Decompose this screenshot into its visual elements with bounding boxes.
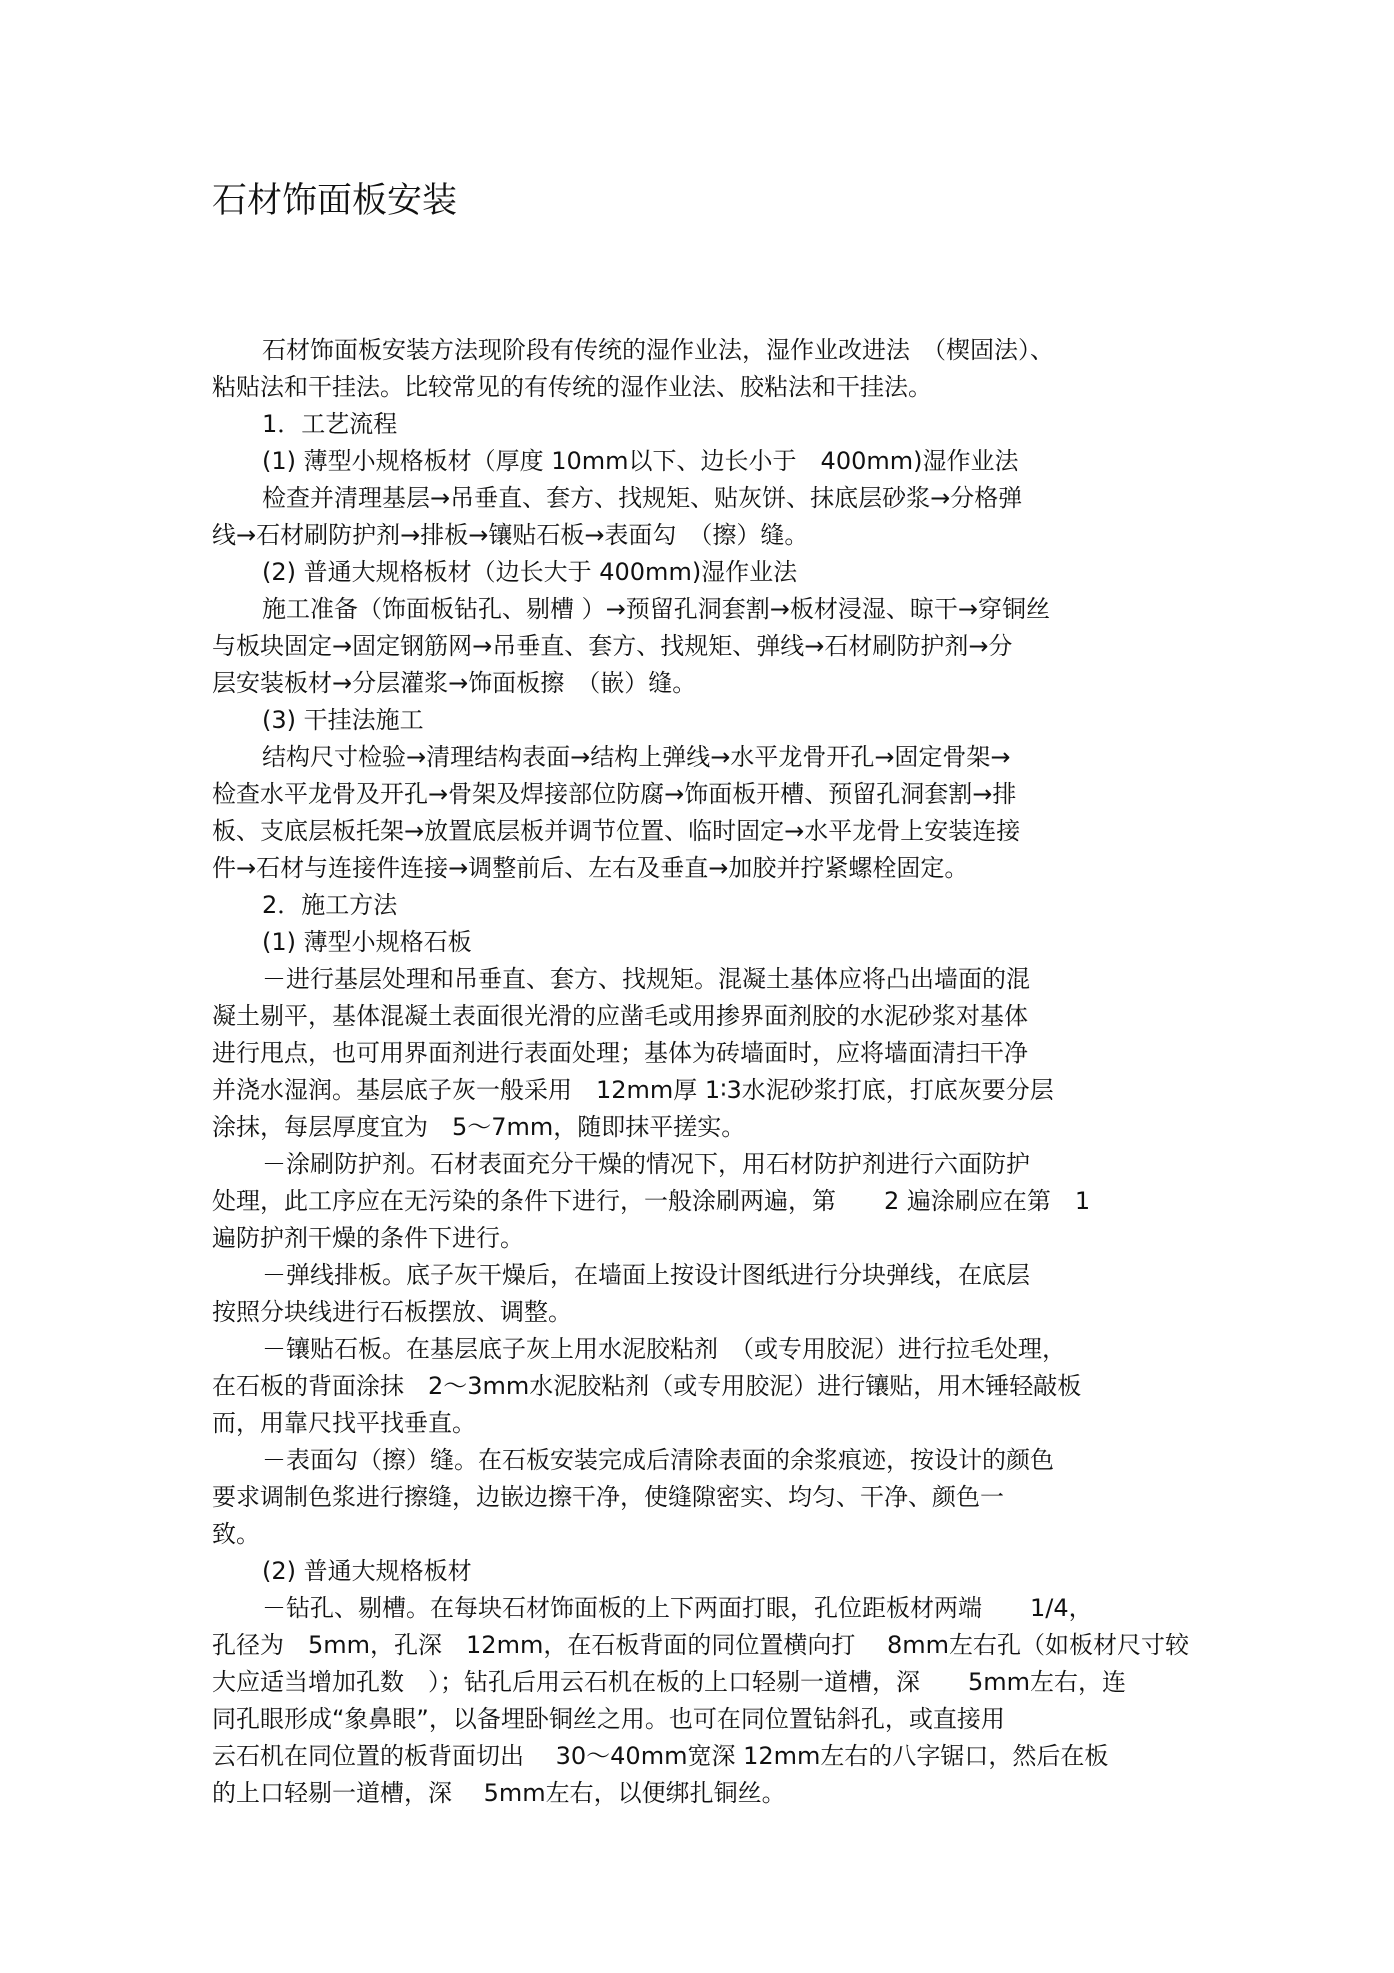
text-line: 处理，此工序应在无污染的条件下进行，一般涂刷两遍，第 2 遍涂刷应在第 1 xyxy=(212,1187,1091,1215)
text-line: 板、支底层板托架→放置底层板并调节位置、临时固定→水平龙骨上安装连接 xyxy=(212,817,1021,845)
text-line: －钻孔、剔槽。在每块石材饰面板的上下两面打眼，孔位距板材两端 1/4， xyxy=(262,1594,1093,1622)
text-line: 而，用靠尺找平找垂直。 xyxy=(212,1409,476,1437)
text-line: 层安装板材→分层灌浆→饰面板擦 （嵌）缝。 xyxy=(212,669,697,697)
text-line: 凝土剔平，基体混凝土表面很光滑的应凿毛或用掺界面剂胶的水泥砂浆对基体 xyxy=(212,1002,1028,1030)
text-line: 检查水平龙骨及开孔→骨架及焊接部位防腐→饰面板开槽、预留孔洞套割→排 xyxy=(212,780,1017,808)
text-line: (1) 薄型小规格石板 xyxy=(262,928,472,956)
text-line: 2．施工方法 xyxy=(262,891,398,919)
text-line: －弹线排板。底子灰干燥后，在墙面上按设计图纸进行分块弹线，在底层 xyxy=(262,1261,1030,1289)
text-line: 孔径为 5mm，孔深 12mm，在石板背面的同位置横向打 8mm左右孔（如板材尺寸较 xyxy=(212,1631,1189,1659)
text-line: 涂抹，每层厚度宜为 5～7mm，随即抹平搓实。 xyxy=(212,1113,746,1141)
text-line: 并浇水湿润。基层底子灰一般采用 12mm厚 1∶3水泥砂浆打底，打底灰要分层 xyxy=(212,1076,1054,1104)
text-line: －涂刷防护剂。石材表面充分干燥的情况下，用石材防护剂进行六面防护 xyxy=(262,1150,1030,1178)
text-line: (2) 普通大规格板材（边长大于 400mm)湿作业法 xyxy=(262,558,798,586)
text-line: (2) 普通大规格板材 xyxy=(262,1557,472,1585)
text-line: －表面勾（擦）缝。在石板安装完成后清除表面的余浆痕迹，按设计的颜色 xyxy=(262,1446,1054,1474)
text-line: 件→石材与连接件连接→调整前后、左右及垂直→加胶并拧紧螺栓固定。 xyxy=(212,854,969,882)
text-line: 线→石材刷防护剂→排板→镶贴石板→表面勾 （擦）缝。 xyxy=(212,521,809,549)
text-line: 在石板的背面涂抹 2～3mm水泥胶粘剂（或专用胶泥）进行镶贴，用木锤轻敲板 xyxy=(212,1372,1082,1400)
text-line: 粘贴法和干挂法。比较常见的有传统的湿作业法、胶粘法和干挂法。 xyxy=(212,373,932,401)
text-line: (1) 薄型小规格板材（厚度 10mm以下、边长小于 400mm)湿作业法 xyxy=(262,447,1019,475)
document-title: 石材饰面板安装 xyxy=(212,181,458,221)
text-line: 要求调制色浆进行擦缝，边嵌边擦干净，使缝隙密实、均匀、干净、颜色一 xyxy=(212,1483,1004,1511)
text-line: 遍防护剂干燥的条件下进行。 xyxy=(212,1224,524,1252)
text-line: －进行基层处理和吊垂直、套方、找规矩。混凝土基体应将凸出墙面的混 xyxy=(262,965,1030,993)
text-line: 按照分块线进行石板摆放、调整。 xyxy=(212,1298,572,1326)
text-line: 云石机在同位置的板背面切出 30～40mm宽深 12mm左右的八字锯口，然后在板 xyxy=(212,1742,1109,1770)
text-line: 的上口轻剔一道槽，深 5mm左右，以便绑扎铜丝。 xyxy=(212,1779,786,1807)
text-line: －镶贴石板。在基层底子灰上用水泥胶粘剂 （或专用胶泥）进行拉毛处理， xyxy=(262,1335,1066,1363)
text-line: 1．工艺流程 xyxy=(262,410,398,438)
text-line: 与板块固定→固定钢筋网→吊垂直、套方、找规矩、弹线→石材刷防护剂→分 xyxy=(212,632,1013,660)
text-line: 检查并清理基层→吊垂直、套方、找规矩、贴灰饼、抹底层砂浆→分格弹 xyxy=(262,484,1023,512)
text-line: (3) 干挂法施工 xyxy=(262,706,424,734)
text-line: 大应适当增加孔数 ）；钻孔后用云石机在板的上口轻剔一道槽，深 5mm左右，连 xyxy=(212,1668,1127,1696)
text-line: 施工准备（饰面板钻孔、剔槽 ）→预留孔洞套割→板材浸湿、晾干→穿铜丝 xyxy=(262,595,1050,623)
text-line: 进行甩点，也可用界面剂进行表面处理；基体为砖墙面时，应将墙面清扫干净 xyxy=(212,1039,1028,1067)
text-line: 石材饰面板安装方法现阶段有传统的湿作业法，湿作业改进法 （楔固法）、 xyxy=(262,336,1054,364)
text-line: 结构尺寸检验→清理结构表面→结构上弹线→水平龙骨开孔→固定骨架→ xyxy=(262,743,1011,771)
text-line: 致。 xyxy=(212,1520,260,1548)
text-line: 同孔眼形成“象鼻眼”，以备埋卧铜丝之用。也可在同位置钻斜孔，或直接用 xyxy=(212,1705,1005,1733)
document-body xyxy=(212,332,1202,1812)
